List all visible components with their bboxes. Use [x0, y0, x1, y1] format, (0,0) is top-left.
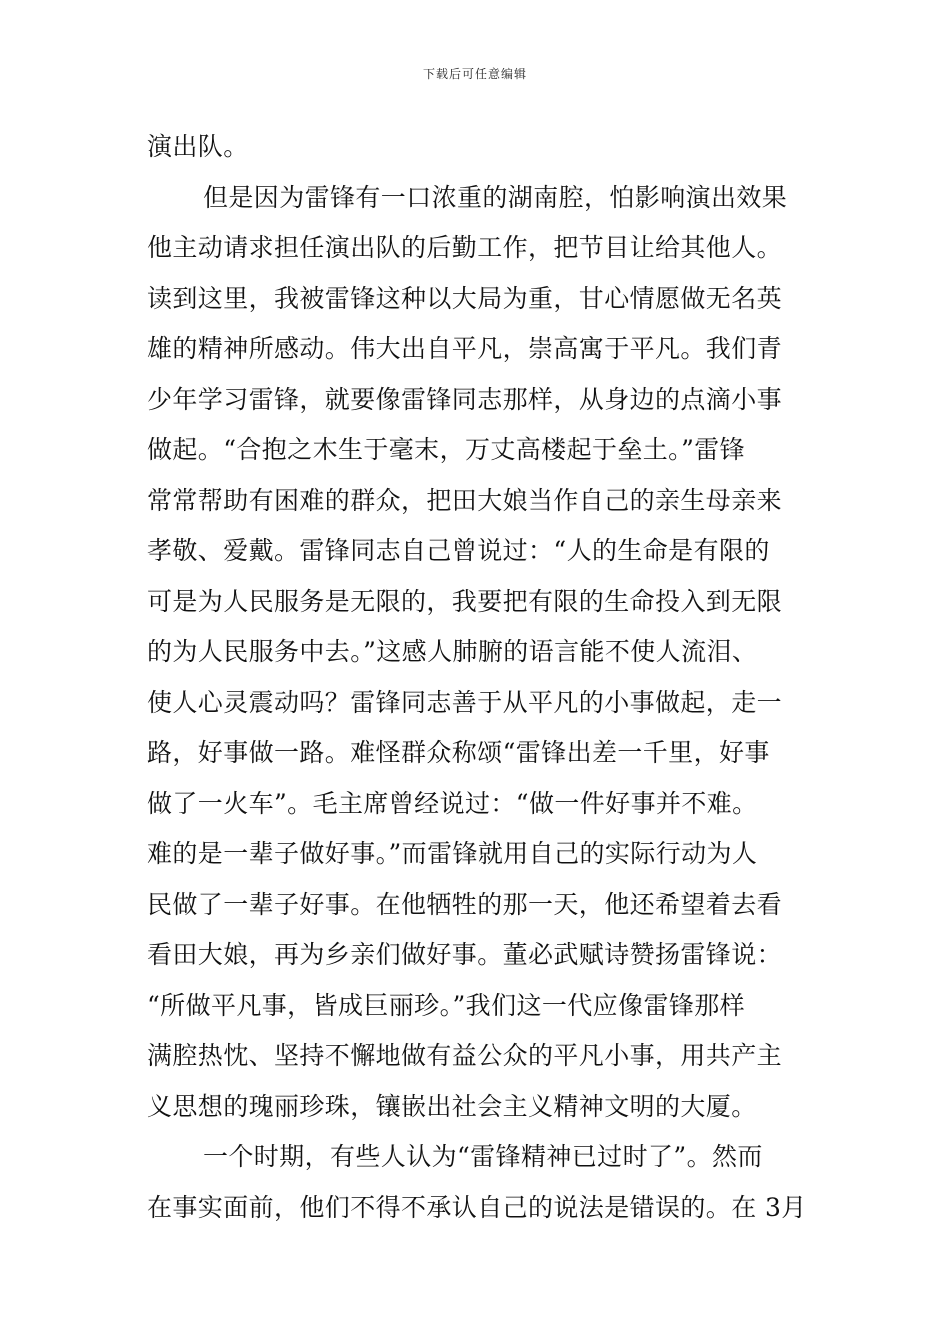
text-line: 可是为人民服务是无限的，我要把有限的生命投入到无限 — [147, 586, 783, 616]
text-line: 雄的精神所感动。伟大出自平凡，崇高寓于平凡。我们青 — [147, 334, 783, 363]
text-line: 的为人民服务中去。”这感人肺腑的语言能不使人流泪、 — [147, 637, 758, 666]
text-line: 读到这里，我被雷锋这种以大局为重，甘心情愿做无名英 — [147, 283, 783, 313]
text-line: 在事实面前，他们不得不承认自己的说法是错误的。在 3月 — [147, 1192, 807, 1222]
text-line: 使人心灵震动吗？雷锋同志善于从平凡的小事做起，走一 — [147, 687, 783, 717]
text-line: 义思想的瑰丽珍珠，镶嵌出社会主义精神文明的大厦。 — [147, 1091, 757, 1121]
text-line: 做起。“合抱之木生于毫末，万丈高楼起于垒土。”雷锋 — [147, 435, 746, 464]
paragraph-start-line: 但是因为雷锋有一口浓重的湖南腔，怕影响演出效果 — [203, 182, 788, 212]
text-line: 他主动请求担任演出队的后勤工作，把节目让给其他人。 — [147, 233, 783, 262]
text-line: 难的是一辈子做好事。”而雷锋就用自己的实际行动为人 — [147, 839, 758, 868]
text-line: 常常帮助有困难的群众，把田大娘当作自己的亲生母亲来 — [147, 485, 783, 515]
text-line: 少年学习雷锋，就要像雷锋同志那样，从身边的点滴小事 — [147, 384, 783, 414]
text-line: 孝敬、爱戴。雷锋同志自己曾说过：“人的生命是有限的 — [147, 536, 770, 565]
text-line: 看田大娘，再为乡亲们做好事。董必武赋诗赞扬雷锋说： — [147, 940, 783, 969]
text-line: 民做了一辈子好事。在他牺牲的那一天，他还希望着去看 — [147, 889, 783, 919]
paragraph-start-line: 一个时期，有些人认为“雷锋精神已过时了”。然而 — [203, 1142, 763, 1171]
text-line: 路，好事做一路。难怪群众称颂“雷锋出差一千里，好事 — [147, 738, 770, 767]
text-line: 满腔热忱、坚持不懈地做有益公众的平凡小事，用共产主 — [147, 1041, 783, 1070]
text-line: 演出队。 — [147, 132, 249, 161]
page-header: 下载后可任意编辑 — [422, 67, 527, 81]
document-body — [147, 122, 812, 1233]
text-line: 做了一火车”。毛主席曾经说过：“做一件好事并不难。 — [147, 788, 758, 818]
text-line: “所做平凡事，皆成巨丽珍。”我们这一代应像雷锋那样 — [147, 990, 746, 1020]
